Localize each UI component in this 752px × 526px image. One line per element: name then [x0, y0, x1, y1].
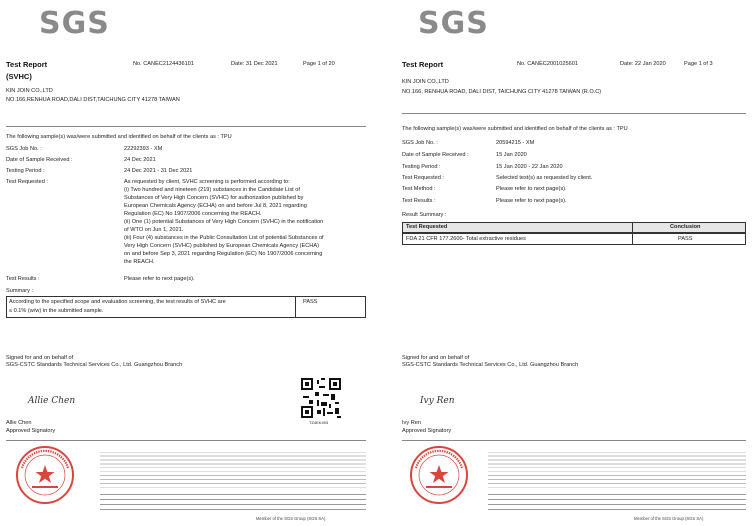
table-header-conclusion: Conclusion	[670, 224, 701, 230]
signer-name: Ivy Ren	[402, 420, 421, 426]
results-value: Please refer to next page(s).	[124, 276, 195, 282]
member-text: Member of the SGS Group (SGS SA)	[256, 516, 326, 521]
report-page-right	[380, 0, 752, 526]
summary-divider	[295, 296, 296, 318]
company-name: KIN JOIN CO.,LTD	[402, 79, 449, 85]
signing-company: SGS-CSTC Standards Technical Services Co., Ltd. Guangzhou Branch	[6, 362, 183, 368]
requested-item: (ii) One (1) potential Substances of Very High Concern (SVHC) in the notification	[124, 219, 324, 225]
signer-name: Allie Chen	[6, 420, 32, 426]
member-text: Member of the SGS Group (SGS SA)	[634, 516, 704, 521]
requested-item: Very High Concern (SVHC) published by European Chemicals Agency (ECHA)	[124, 243, 319, 249]
company-name: KIN JOIN CO.,LTD	[6, 88, 53, 94]
company-address: NO.166, RENHUA ROAD, DALI DIST, TAICHUNG CITY 41278 TAIWAN (R.O.C)	[402, 89, 602, 95]
qr-code-text: TZ4EK493	[309, 420, 329, 425]
report-title: Test Report	[402, 60, 444, 69]
field-value: 15 Jan 2020	[496, 152, 527, 158]
sample-intro: The following sample(s) was/were submitted and identified on behalf of the clients as : TPU	[6, 134, 232, 140]
report-number: No. CANEC2001025601	[517, 61, 578, 67]
table-cell-test: FDA 21 CFR 177.2600- Total extractive residues	[406, 236, 526, 242]
table-cell-conclusion: PASS	[678, 236, 693, 242]
terms-fine-print	[488, 450, 746, 488]
field-label: Date of Sample Received :	[402, 152, 469, 158]
field-label: Test Method :	[402, 186, 436, 192]
summary-label: Result Summary :	[402, 212, 447, 218]
qr-code-icon	[301, 378, 341, 418]
field-label: Testing Period :	[6, 168, 45, 174]
page-number: Page 1 of 3	[684, 61, 713, 67]
branch-contact-lines	[488, 492, 746, 512]
header-divider	[402, 113, 746, 114]
field-label: SGS Job No. :	[402, 140, 438, 146]
sample-intro: The following sample(s) was/were submitted and identified on behalf of the clients as : TPU	[402, 126, 628, 132]
field-label: Test Results :	[402, 198, 436, 204]
requested-item: (iii) Four (4) substances in the Public Consultation List of potential Substances of	[124, 235, 324, 241]
field-value: 24 Dec 2021 - 31 Dec 2021	[124, 168, 193, 174]
summary-text: ≤ 0.1% (w/w) in the submitted sample.	[9, 308, 104, 314]
field-value: Please refer to next page(s).	[496, 198, 567, 204]
field-value: As requested by client, SVHC screening is performed according to:	[124, 179, 290, 185]
report-subtitle: (SVHC)	[6, 72, 32, 81]
table-header-test: Test Requested	[406, 224, 448, 230]
company-seal-icon	[408, 444, 470, 506]
signed-on-behalf: Signed for and on behalf of	[6, 355, 74, 361]
requested-item: European Chemicals Agency (ECHA) on and before Jul 8, 2021 regarding	[124, 203, 307, 209]
report-date: Date: 31 Dec 2021	[231, 61, 278, 67]
company-seal-icon	[14, 444, 76, 506]
field-value: Selected test(s) as requested by client.	[496, 175, 593, 181]
field-value: 24 Dec 2021	[124, 157, 156, 163]
requested-item: on and before Sep 3, 2021 regarding Regulation (EC) No 1907/2006 concerning	[124, 251, 323, 257]
summary-result: PASS	[303, 299, 318, 305]
summary-text: According to the specified scope and evaluation screening, the test results of SVHC are	[9, 299, 226, 305]
report-number: No. CANEC2124436101	[133, 61, 194, 67]
field-label: Testing Period :	[402, 164, 441, 170]
summary-label: Summary :	[6, 288, 34, 294]
signed-on-behalf: Signed for and on behalf of	[402, 355, 470, 361]
signer-role: Approved Signatory	[402, 428, 452, 434]
summary-table-divider	[632, 222, 633, 245]
signer-role: Approved Signatory	[6, 428, 56, 434]
requested-item: of WTO on Jun 1, 2021.	[124, 227, 184, 233]
signature: Allie Chen	[28, 396, 76, 406]
results-label: Test Results :	[6, 276, 40, 282]
header-divider	[6, 126, 366, 127]
terms-fine-print	[100, 450, 366, 488]
field-value: 15 Jan 2020 - 22 Jan 2020	[496, 164, 563, 170]
field-value: 22292393 - XM	[124, 146, 163, 152]
report-page-left	[0, 0, 372, 526]
sgs-logo: SGS	[418, 6, 489, 41]
sgs-logo: SGS	[39, 6, 110, 41]
requested-item: Regulation (EC) No 1907/2006 concerning the REACH.	[124, 211, 262, 217]
requested-item: Substances of Very High Concern (SVHC) for authorization published by	[124, 195, 304, 201]
field-label: Date of Sample Received :	[6, 157, 73, 163]
signature-divider	[402, 440, 746, 441]
field-value: 20594215 - XM	[496, 140, 535, 146]
requested-item: (i) Two hundred and nineteen (219) substances in the Candidate List of	[124, 187, 300, 193]
field-label: Test Requested :	[6, 179, 48, 185]
company-address: NO.166,RENHUA ROAD,DALI DIST,TAICHUNG CITY 41278 TAIWAN	[6, 97, 180, 103]
report-date: Date: 22 Jan 2020	[620, 61, 666, 67]
requested-item: the REACH.	[124, 259, 155, 265]
field-value: Please refer to next page(s).	[496, 186, 567, 192]
branch-contact-lines	[100, 492, 366, 512]
signature-divider	[6, 440, 366, 441]
page-number: Page 1 of 20	[303, 61, 335, 67]
signing-company: SGS-CSTC Standards Technical Services Co., Ltd. Guangzhou Branch	[402, 362, 579, 368]
signature: Ivy Ren	[420, 396, 455, 406]
field-label: Test Requested :	[402, 175, 444, 181]
field-label: SGS Job No. :	[6, 146, 42, 152]
report-title: Test Report	[6, 60, 48, 69]
